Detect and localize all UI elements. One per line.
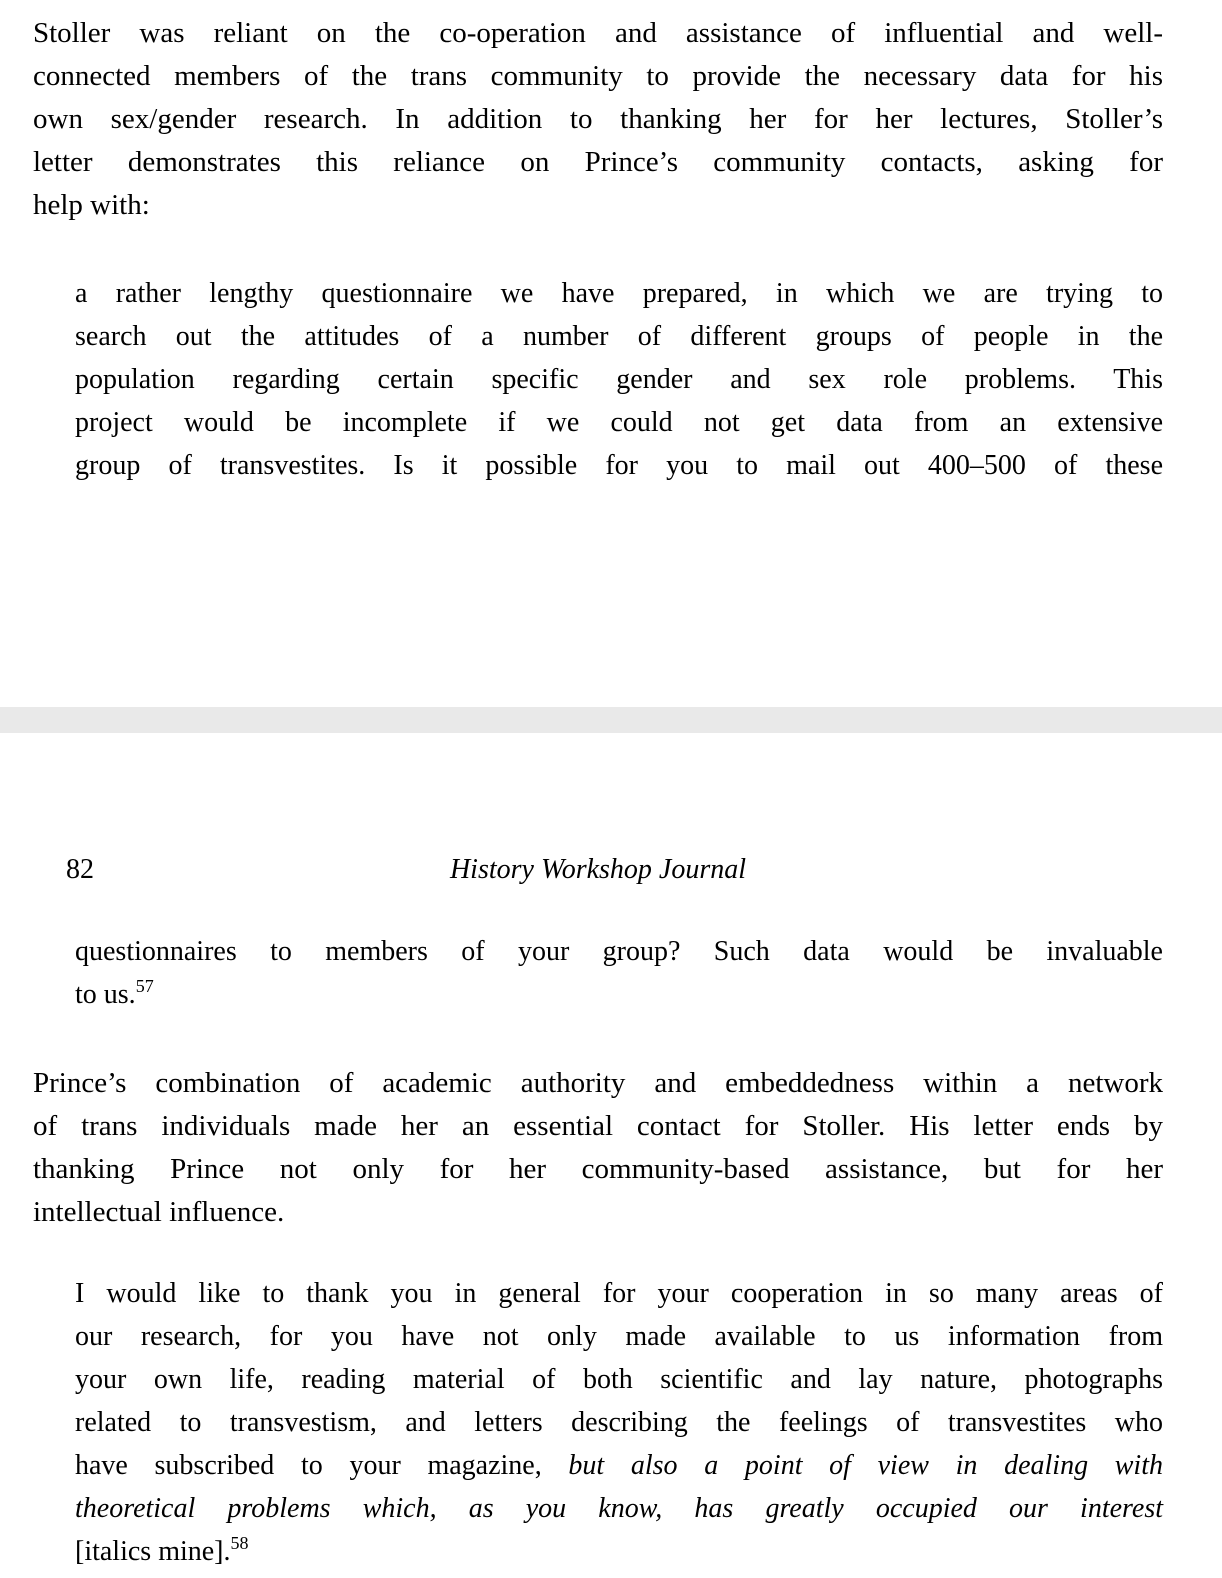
quote-line: population regarding certain specific gender and sex role problems. This: [75, 364, 1163, 395]
page1-text-block: [0, 0, 1222, 487]
quote-line-text: to us.: [75, 979, 136, 1010]
page2-top-whitespace: [0, 733, 1222, 855]
quote-line: [75, 1444, 1163, 1487]
paragraph-line: of trans individuals made her an essential contact for Stoller. His letter ends by: [33, 1110, 1163, 1142]
quote-line-text: have subscribed to your magazine,: [75, 1450, 569, 1481]
paragraph-line: help with:: [33, 189, 150, 221]
quote-line: our research, for you have not only made available to us information from: [75, 1321, 1163, 1352]
quote-line: related to transvestism, and letters describing the feelings of transvestites who: [75, 1407, 1163, 1438]
quote-line: questionnaires to members of your group? Such data would be invaluable: [75, 936, 1163, 967]
page-break-separator: [0, 707, 1222, 733]
quote-line-text: [italics mine].: [75, 1536, 231, 1567]
block-quote-2: [75, 1272, 1163, 1573]
quote-line: [75, 973, 1163, 1016]
page-header: [33, 855, 1163, 885]
block-quote-1-continued: [75, 930, 1163, 1016]
quote-line: your own life, reading material of both scientific and lay nature, photographs: [75, 1364, 1163, 1395]
quote-line-italic-text: but also a point of view in dealing with: [568, 1450, 1163, 1481]
paragraph-line: own sex/gender research. In addition to thanking her for her lectures, Stoller’s: [33, 103, 1163, 135]
paragraph-line: connected members of the trans community to provide the necessary data for his: [33, 60, 1163, 92]
quote-line-italic: theoretical problems which, as you know, has greatly occupied our interest: [75, 1493, 1163, 1524]
quote-line: [75, 1530, 1163, 1573]
paragraph-line: Prince’s combination of academic authority and embeddedness within a network: [33, 1067, 1163, 1099]
page2-text-block: [0, 855, 1222, 1573]
paragraph-line: intellectual influence.: [33, 1196, 285, 1228]
paragraph-line: thanking Prince not only for her community-based assistance, but for her: [33, 1153, 1163, 1185]
quote-line: project would be incomplete if we could not get data from an extensive: [75, 407, 1163, 438]
page1-bottom-whitespace: [0, 487, 1222, 707]
paragraph-line: Stoller was reliant on the co-operation and assistance of influential and well-: [33, 17, 1163, 49]
journal-title: History Workshop Journal: [449, 854, 747, 885]
quote-line: I would like to thank you in general for your cooperation in so many areas of: [75, 1278, 1163, 1309]
block-quote-1: [75, 272, 1163, 487]
quote-line: search out the attitudes of a number of different groups of people in the: [75, 321, 1163, 352]
paragraph-2: [33, 1062, 1163, 1234]
journal-title-wrap: [33, 855, 1163, 885]
footnote-marker-57: 57: [135, 976, 154, 996]
quote-line: a rather lengthy questionnaire we have prepared, in which we are trying to: [75, 278, 1163, 309]
page-number: 82: [66, 854, 94, 885]
quote-line: group of transvestites. Is it possible for you to mail out 400–500 of these: [75, 450, 1163, 481]
paragraph-1: [33, 12, 1163, 227]
paragraph-line: letter demonstrates this reliance on Prince’s community contacts, asking for: [33, 146, 1163, 178]
footnote-marker-58: 58: [230, 1533, 249, 1553]
